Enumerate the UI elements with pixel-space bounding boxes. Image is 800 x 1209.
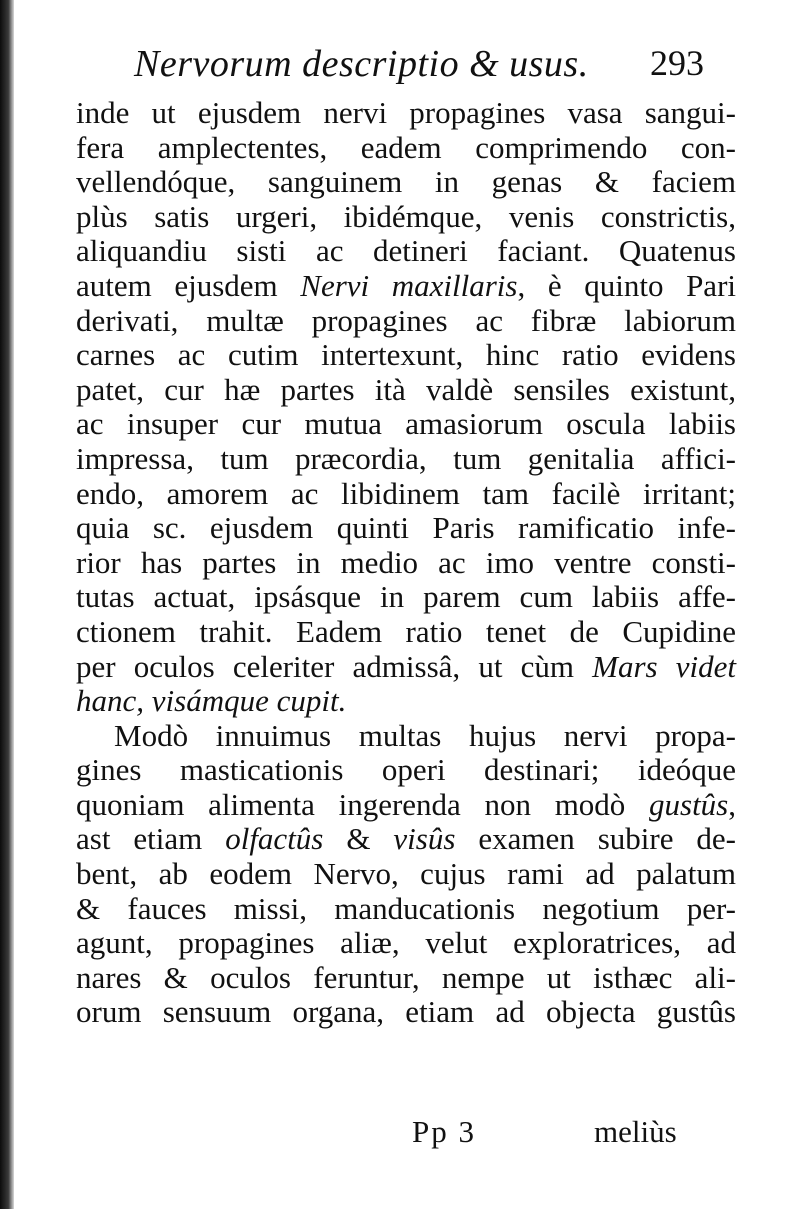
text-line xyxy=(76,269,736,304)
text-segment: plùs satis urgeri, ibidémque, venis constrictis, xyxy=(76,198,736,234)
text-line xyxy=(76,373,736,408)
text-line xyxy=(76,200,736,235)
signature-mark: Pp 3 xyxy=(412,1114,476,1149)
text-segment: derivati, multæ propagines ac fibræ labiorum xyxy=(76,302,736,338)
text-line xyxy=(76,995,736,1030)
text-line xyxy=(76,753,736,788)
text-line xyxy=(76,165,736,200)
text-segment: bent, ab eodem Nervo, cujus rami ad palatum xyxy=(76,856,736,892)
text-line xyxy=(76,615,736,650)
page-number: 293 xyxy=(650,43,704,83)
catchword: meliùs xyxy=(594,1114,677,1149)
text-segment: inde ut ejusdem nervi propagines vasa sangui- xyxy=(76,95,736,130)
text-segment: quia sc. ejusdem quinti Paris ramificatio infe- xyxy=(76,510,736,546)
text-line xyxy=(76,234,736,269)
text-segment: , xyxy=(728,786,736,822)
text-segment: aliquandiu sisti ac detineri faciant. Quatenus xyxy=(76,233,736,269)
text-line xyxy=(76,961,736,996)
text-segment: nares & oculos feruntur, nempe ut isthæc ali- xyxy=(76,959,736,995)
text-segment: vellendóque, sanguinem in genas & faciem xyxy=(76,164,736,200)
text-segment: gines masticationis operi destinari; ideóque xyxy=(76,752,736,788)
italic-segment: olfactûs xyxy=(225,821,324,857)
text-line xyxy=(76,304,736,339)
text-segment: impressa, tum præcordia, tum genitalia affici- xyxy=(76,440,736,476)
page-header xyxy=(14,40,800,90)
text-line xyxy=(76,788,736,823)
text-segment: ac insuper cur mutua amasiorum oscula labiis xyxy=(76,406,736,442)
text-line xyxy=(76,650,736,685)
text-segment: autem ejusdem xyxy=(76,267,301,303)
text-segment: rior has partes in medio ac imo ventre consti- xyxy=(76,544,736,580)
text-segment: per oculos celeriter admissâ, ut cùm xyxy=(76,648,593,684)
text-segment: fera amplectentes, eadem comprimendo con- xyxy=(76,129,736,165)
text-segment: ctionem trahit. Eadem ratio tenet de Cupidine xyxy=(76,613,736,649)
text-segment: Modò innuimus multas hujus nervi propa- xyxy=(114,717,736,753)
book-page xyxy=(14,0,800,1209)
text-line xyxy=(76,719,736,754)
running-head: Nervorum descriptio & usus. xyxy=(134,43,589,85)
text-segment: patet, cur hæ partes ità valdè sensiles existunt, xyxy=(76,371,736,407)
text-line xyxy=(76,892,736,927)
text-segment: orum sensuum organa, etiam ad objecta gustûs xyxy=(76,994,736,1030)
text-line xyxy=(76,580,736,615)
text-line xyxy=(76,96,736,131)
italic-segment: gustûs xyxy=(649,786,729,822)
italic-segment: Nervi maxillaris xyxy=(300,267,518,303)
text-line xyxy=(76,407,736,442)
text-line xyxy=(76,338,736,373)
text-line xyxy=(76,857,736,892)
text-segment: tutas actuat, ipsásque in parem cum labiis affe- xyxy=(76,579,736,615)
text-line xyxy=(76,442,736,477)
text-segment: & xyxy=(323,821,394,857)
italic-segment: Mars videt xyxy=(592,648,736,684)
italic-segment: visûs xyxy=(393,821,456,857)
page-edge-shadow xyxy=(0,0,14,1209)
text-segment: carnes ac cutim intertexunt, hinc ratio evidens xyxy=(76,337,736,373)
text-line xyxy=(76,926,736,961)
text-line xyxy=(76,684,736,719)
text-line xyxy=(76,546,736,581)
text-segment: ast etiam xyxy=(76,821,226,857)
text-segment: endo, amorem ac libidinem tam facilè irritant; xyxy=(76,475,736,511)
page-footer xyxy=(14,1114,800,1154)
text-segment: quoniam alimenta ingerenda non modò xyxy=(76,786,649,822)
text-segment: examen subire de- xyxy=(455,821,736,857)
text-segment: agunt, propagines aliæ, velut exploratrices, ad xyxy=(76,925,736,961)
body-text xyxy=(76,96,736,1030)
text-line xyxy=(76,822,736,857)
text-line xyxy=(76,131,736,166)
text-segment: & fauces missi, manducationis negotium per- xyxy=(76,890,736,926)
text-line xyxy=(76,511,736,546)
text-line xyxy=(76,477,736,512)
text-segment: , è quinto Pari xyxy=(517,267,736,303)
italic-segment: hanc, visámque cupit. xyxy=(76,683,347,719)
